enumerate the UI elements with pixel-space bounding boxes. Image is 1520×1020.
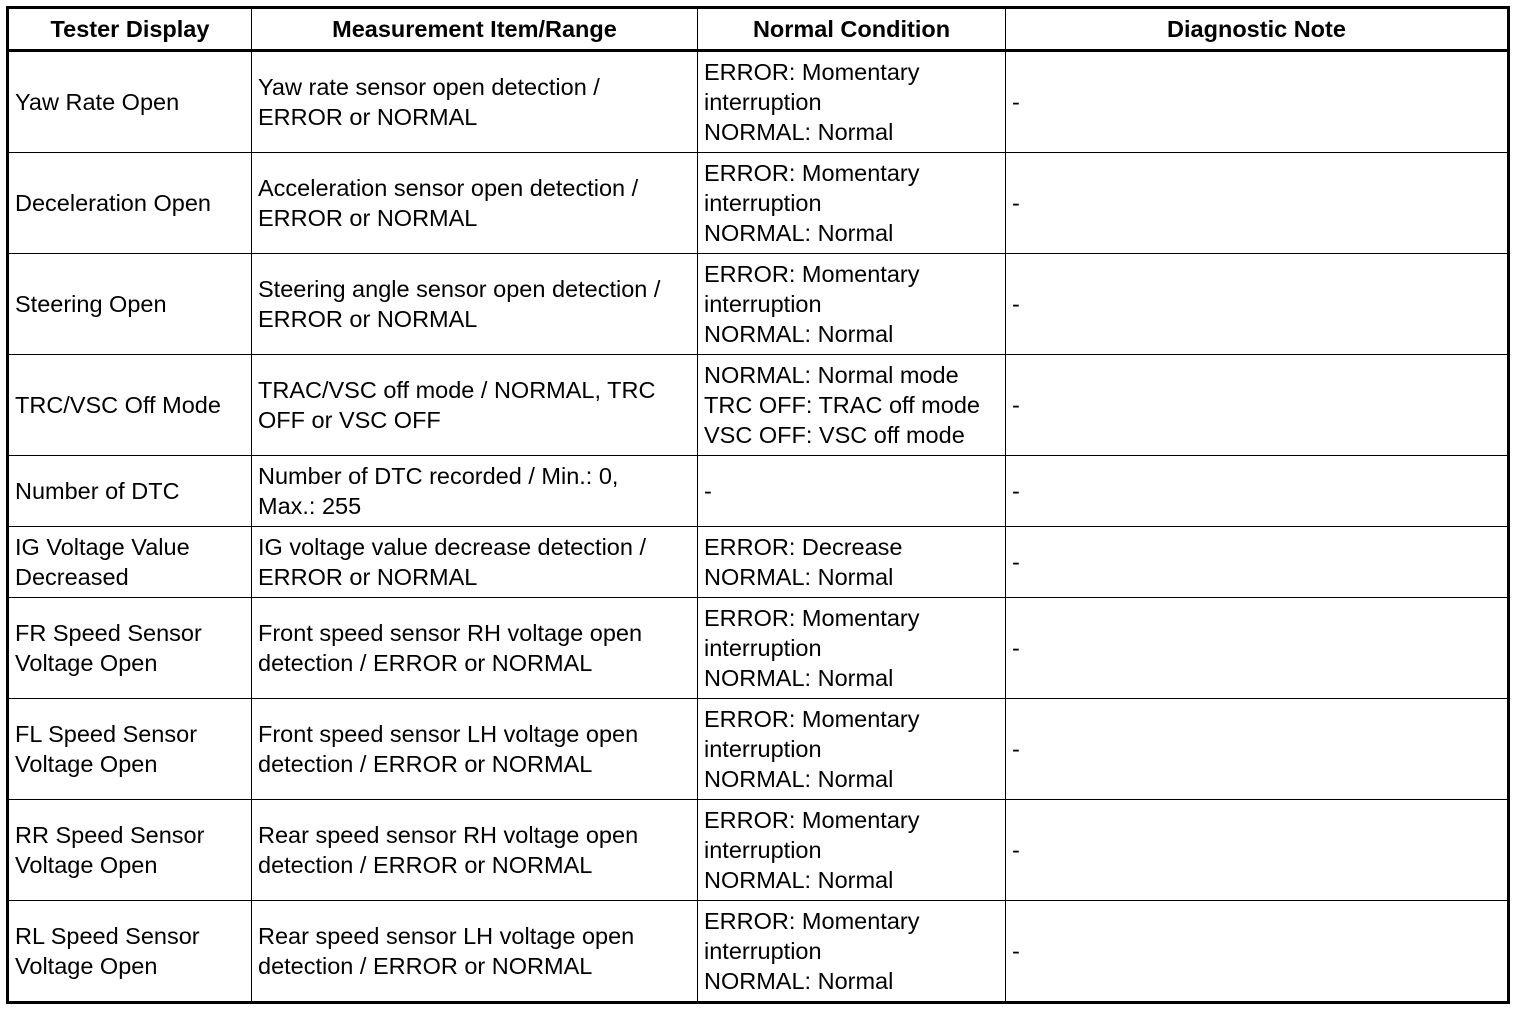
table-row [8, 51, 1509, 153]
diagnostic-data-table [6, 6, 1510, 1004]
diagnostic-note-cell: - [1006, 699, 1509, 800]
tester-display-cell: FL Speed Sensor Voltage Open [8, 699, 252, 800]
measurement-cell: Front speed sensor LH voltage open detection / ERROR or NORMAL [252, 699, 698, 800]
table-row [8, 901, 1509, 1003]
table-row [8, 355, 1509, 456]
normal-condition-cell: ERROR: Momentary interruption NORMAL: Normal [698, 153, 1006, 254]
normal-condition-cell: - [698, 456, 1006, 527]
table-row [8, 699, 1509, 800]
diagnostic-note-cell: - [1006, 355, 1509, 456]
table-row [8, 598, 1509, 699]
tester-display-cell: RL Speed Sensor Voltage Open [8, 901, 252, 1003]
measurement-cell: Front speed sensor RH voltage open detection / ERROR or NORMAL [252, 598, 698, 699]
measurement-cell: IG voltage value decrease detection / ERROR or NORMAL [252, 527, 698, 598]
normal-condition-cell: NORMAL: Normal mode TRC OFF: TRAC off mode VSC OFF: VSC off mode [698, 355, 1006, 456]
header-measurement-item-range: Measurement Item/Range [252, 8, 698, 51]
measurement-cell: Steering angle sensor open detection / ERROR or NORMAL [252, 254, 698, 355]
table-row [8, 254, 1509, 355]
diagnostic-note-cell: - [1006, 598, 1509, 699]
measurement-cell: Rear speed sensor RH voltage open detection / ERROR or NORMAL [252, 800, 698, 901]
tester-display-cell: FR Speed Sensor Voltage Open [8, 598, 252, 699]
tester-display-cell: TRC/VSC Off Mode [8, 355, 252, 456]
header-diagnostic-note: Diagnostic Note [1006, 8, 1509, 51]
table-row [8, 153, 1509, 254]
table-row [8, 527, 1509, 598]
tester-display-cell: Deceleration Open [8, 153, 252, 254]
normal-condition-cell: ERROR: Momentary interruption NORMAL: Normal [698, 699, 1006, 800]
diagnostic-note-cell: - [1006, 800, 1509, 901]
normal-condition-cell: ERROR: Momentary interruption NORMAL: Normal [698, 598, 1006, 699]
diagnostic-note-cell: - [1006, 153, 1509, 254]
measurement-cell: Yaw rate sensor open detection / ERROR or NORMAL [252, 51, 698, 153]
tester-display-cell: Number of DTC [8, 456, 252, 527]
measurement-cell: Number of DTC recorded / Min.: 0, Max.: 255 [252, 456, 698, 527]
table-header-row [8, 8, 1509, 51]
header-tester-display: Tester Display [8, 8, 252, 51]
diagnostic-note-cell: - [1006, 254, 1509, 355]
diagnostic-note-cell: - [1006, 527, 1509, 598]
normal-condition-cell: ERROR: Momentary interruption NORMAL: Normal [698, 800, 1006, 901]
tester-display-cell: Steering Open [8, 254, 252, 355]
table-row [8, 456, 1509, 527]
normal-condition-cell: ERROR: Momentary interruption NORMAL: Normal [698, 901, 1006, 1003]
measurement-cell: TRAC/VSC off mode / NORMAL, TRC OFF or VSC OFF [252, 355, 698, 456]
normal-condition-cell: ERROR: Decrease NORMAL: Normal [698, 527, 1006, 598]
normal-condition-cell: ERROR: Momentary interruption NORMAL: Normal [698, 51, 1006, 153]
tester-display-cell: IG Voltage Value Decreased [8, 527, 252, 598]
header-normal-condition: Normal Condition [698, 8, 1006, 51]
measurement-cell: Acceleration sensor open detection / ERROR or NORMAL [252, 153, 698, 254]
tester-display-cell: RR Speed Sensor Voltage Open [8, 800, 252, 901]
normal-condition-cell: ERROR: Momentary interruption NORMAL: Normal [698, 254, 1006, 355]
tester-display-cell: Yaw Rate Open [8, 51, 252, 153]
measurement-cell: Rear speed sensor LH voltage open detection / ERROR or NORMAL [252, 901, 698, 1003]
diagnostic-note-cell: - [1006, 901, 1509, 1003]
table-row [8, 800, 1509, 901]
diagnostic-note-cell: - [1006, 51, 1509, 153]
diagnostic-note-cell: - [1006, 456, 1509, 527]
